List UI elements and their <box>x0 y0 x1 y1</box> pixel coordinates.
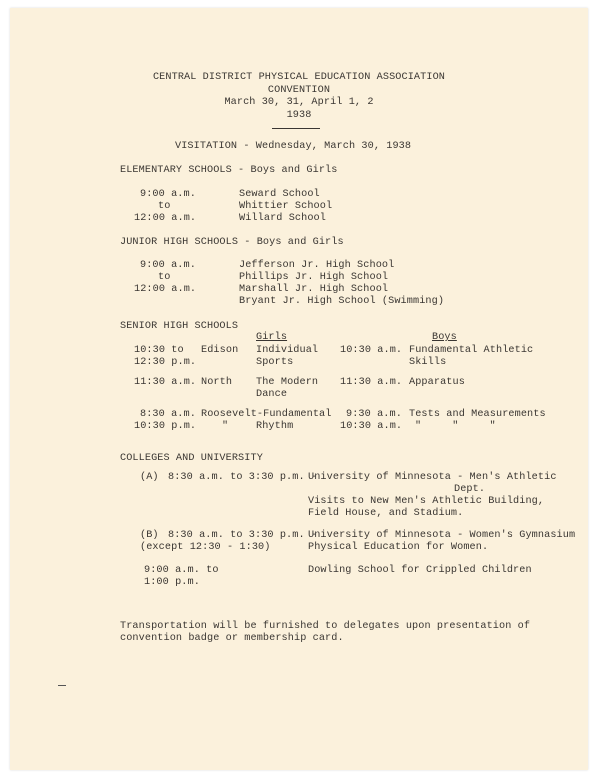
girls-activity: Individual <box>256 345 319 356</box>
list-item: Whittier School <box>239 201 333 212</box>
elementary-heading: ELEMENTARY SCHOOLS - Boys and Girls <box>120 165 338 176</box>
item-a-label: (A) <box>140 472 159 483</box>
item-c-time: 9:00 a.m. to <box>144 565 219 576</box>
list-item: Jefferson Jr. High School <box>239 260 395 271</box>
visitation-heading: VISITATION - Wednesday, March 30, 1938 <box>175 141 412 152</box>
junior-heading: JUNIOR HIGH SCHOOLS - Boys and Girls <box>120 237 344 248</box>
item-b-label: (B) <box>140 530 159 541</box>
item-c-time: 1:00 p.m. <box>144 577 200 588</box>
convention-title: CONVENTION <box>267 85 331 96</box>
ditto-mark: " <box>222 421 229 432</box>
boys-time: 11:30 a.m. <box>340 377 403 388</box>
girls-activity: Sports <box>256 357 294 368</box>
item-b-time: 8:30 a.m. to 3:30 p.m. - <box>168 530 318 541</box>
ditto-marks: " " " <box>415 421 496 432</box>
senior-row-time: 8:30 a.m. <box>140 409 196 420</box>
boys-activity: Fundamental Athletic <box>409 345 534 356</box>
item-b-place: University of Minnesota - Women's Gymnasium <box>308 530 576 541</box>
junior-to: to <box>158 272 171 283</box>
item-a-place: Visits to New Men's Athletic Building, <box>308 496 545 507</box>
senior-row-time: 10:30 to <box>134 345 184 356</box>
girls-activity: Rhythm <box>256 421 294 432</box>
senior-row-school: Roosevelt-Fundamental <box>201 409 332 420</box>
junior-end-time: 12:00 a.m. <box>134 284 197 295</box>
item-b-place: Physical Education for Women. <box>308 542 489 553</box>
senior-row-school: North <box>201 377 233 388</box>
girls-activity: The Modern <box>256 377 319 388</box>
senior-row-time: 12:30 p.m. <box>134 357 197 368</box>
document-page <box>10 8 588 770</box>
boys-activity: Apparatus <box>409 377 465 388</box>
senior-row-school: Edison <box>201 345 239 356</box>
girls-activity: Dance <box>256 389 288 400</box>
list-item: Phillips Jr. High School <box>239 272 389 283</box>
boys-time: 9:30 a.m. <box>346 409 402 420</box>
boys-column-header: Boys <box>432 332 457 343</box>
item-b-except: (except 12:30 - 1:30) <box>140 542 271 553</box>
item-a-place: Dept. <box>454 484 486 495</box>
item-c-place: Dowling School for Crippled Children <box>308 565 532 576</box>
transport-note: Transportation will be furnished to delegates upon presentation of <box>120 621 531 632</box>
list-item: Seward School <box>239 189 320 200</box>
header-divider <box>272 128 320 129</box>
senior-row-time: 10:30 p.m. <box>134 421 197 432</box>
girls-column-header: Girls <box>256 332 288 343</box>
senior-row-time: 11:30 a.m. <box>134 377 197 388</box>
transport-note: convention badge or membership card. <box>120 633 344 644</box>
item-a-place: University of Minnesota - Men's Athletic <box>308 472 557 483</box>
boys-time: 10:30 a.m. <box>340 421 403 432</box>
elementary-start-time: 9:00 a.m. <box>140 189 196 200</box>
colleges-heading: COLLEGES AND UNIVERSITY <box>120 453 263 464</box>
elementary-to: to <box>158 201 171 212</box>
list-item: Bryant Jr. High School (Swimming) <box>239 296 445 307</box>
boys-activity: Skills <box>409 357 447 368</box>
item-a-time: 8:30 a.m. to 3:30 p.m. - <box>168 472 318 483</box>
junior-start-time: 9:00 a.m. <box>140 260 196 271</box>
senior-heading: SENIOR HIGH SCHOOLS <box>120 321 239 332</box>
list-item: Marshall Jr. High School <box>239 284 389 295</box>
boys-activity: Tests and Measurements <box>409 409 546 420</box>
association-title: CENTRAL DISTRICT PHYSICAL EDUCATION ASSOCIATION <box>152 72 446 83</box>
convention-dates: March 30, 31, April 1, 2 <box>224 97 374 108</box>
boys-time: 10:30 a.m. <box>340 345 403 356</box>
item-a-place: Field House, and Stadium. <box>308 508 464 519</box>
page-mark <box>58 685 66 686</box>
elementary-end-time: 12:00 a.m. <box>134 213 197 224</box>
convention-year: 1938 <box>286 110 312 121</box>
list-item: Willard School <box>239 213 326 224</box>
